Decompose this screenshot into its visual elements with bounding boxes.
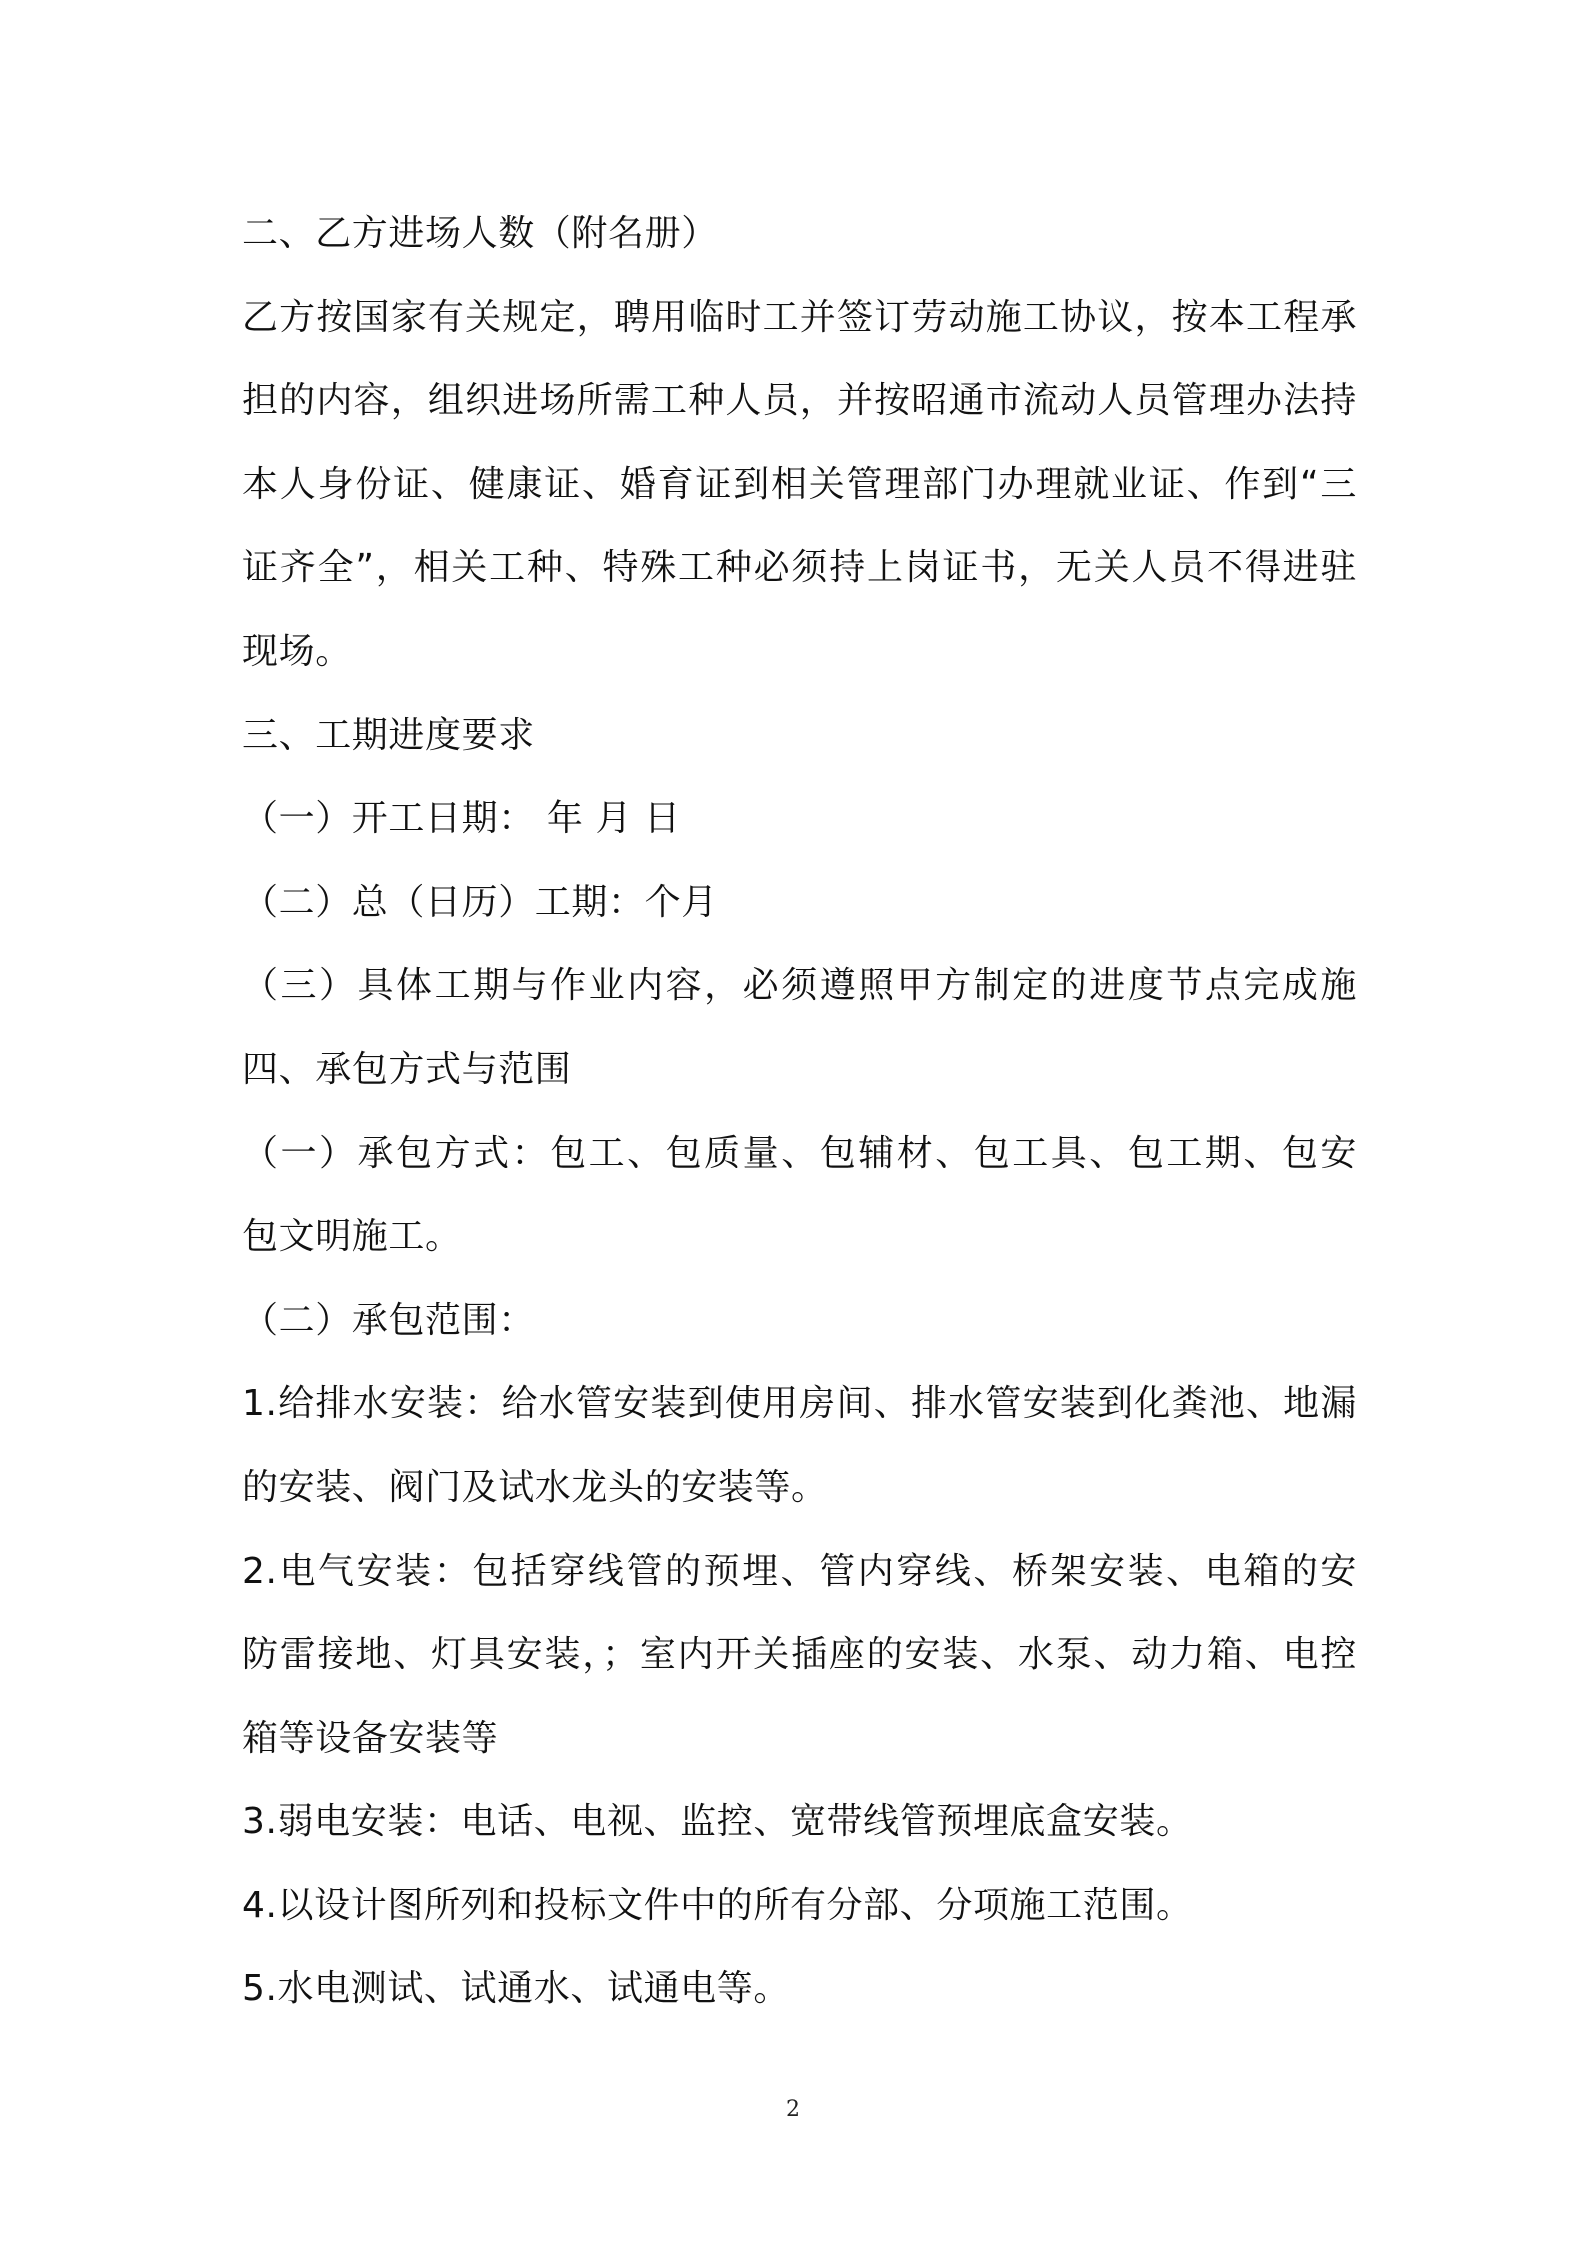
text-line: （二）总（日历）工期：个月 (242, 881, 718, 923)
text-line: 证齐全”，相关工种、特殊工种必须持上岗证书，无关人员不得进驻 (242, 547, 1357, 589)
text-line: 二、乙方进场人数（附名册） (242, 213, 718, 254)
page-number: 2 (786, 2097, 800, 2122)
text-line: 四、承包方式与范围 (242, 1048, 572, 1090)
text-line: 3.弱电安装：电话、电视、监控、宽带线管预埋底盒安装。 (242, 1801, 1193, 1843)
text-line: 1.给排水安装：给水管安装到使用房间、排水管安装到化粪池、地漏 (242, 1383, 1357, 1425)
text-line: 包文明施工。 (242, 1216, 462, 1258)
text-line: 防雷接地、灯具安装，；室内开关插座的安装、水泵、动力箱、电控 (242, 1634, 1357, 1676)
text-line: 担的内容，组织进场所需工种人员，并按昭通市流动人员管理办法持 (242, 380, 1357, 422)
text-line: 箱等设备安装等 (242, 1717, 499, 1759)
text-line: （二）承包范围： (242, 1299, 535, 1341)
text-line: 乙方按国家有关规定，聘用临时工并签订劳动施工协议，按本工程承 (242, 296, 1357, 338)
text-line: （三）具体工期与作业内容，必须遵照甲方制定的进度节点完成施 (242, 965, 1357, 1007)
text-line: （一）承包方式：包工、包质量、包辅材、包工具、包工期、包安 (242, 1132, 1357, 1174)
document-body (242, 192, 1357, 2031)
text-line: （一）开工日期： 年 月 日 (242, 798, 681, 840)
text-line: 4.以设计图所列和投标文件中的所有分部、分项施工范围。 (242, 1884, 1193, 1926)
text-line: 的安装、阀门及试水龙头的安装等。 (242, 1466, 828, 1508)
text-line: 5.水电测试、试通水、试通电等。 (242, 1968, 790, 2010)
text-line: 现场。 (242, 630, 352, 672)
text-line: 三、工期进度要求 (242, 714, 535, 756)
text-line: 2.电气安装：包括穿线管的预埋、管内穿线、桥架安装、电箱的安 (242, 1550, 1357, 1592)
text-line: 本人身份证、健康证、婚育证到相关管理部门办理就业证、作到“三 (242, 463, 1357, 505)
